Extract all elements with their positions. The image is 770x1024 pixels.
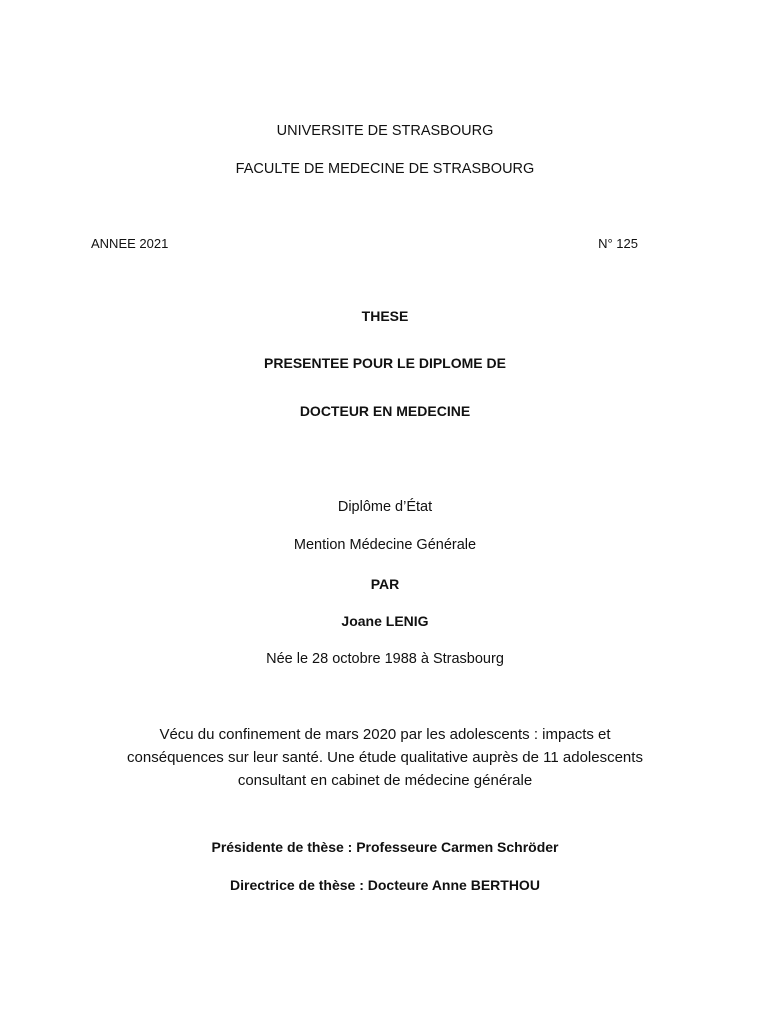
- thesis-title-line: conséquences sur leur santé. Une étude qualitative auprès de 11 adolescents: [127, 749, 643, 766]
- by-label: PAR: [370, 576, 400, 592]
- mention-label: Mention Médecine Générale: [293, 537, 477, 553]
- thesis-number: N° 125: [598, 236, 638, 251]
- presented-for-label: PRESENTEE POUR LE DIPLOME DE: [264, 355, 506, 371]
- university-name: UNIVERSITE DE STRASBOURG: [276, 123, 494, 139]
- thesis-title-line: consultant en cabinet de médecine générale: [237, 772, 533, 789]
- thesis-director: Directrice de thèse : Docteure Anne BERTHOU: [230, 877, 540, 893]
- author-birth: Née le 28 octobre 1988 à Strasbourg: [266, 651, 504, 667]
- faculty-name: FACULTE DE MEDECINE DE STRASBOURG: [235, 161, 535, 177]
- degree-label: DOCTEUR EN MEDECINE: [299, 403, 471, 419]
- thesis-heading: THESE: [361, 308, 409, 324]
- author-name: Joane LENIG: [341, 613, 429, 629]
- diploma-label: Diplôme d’État: [337, 499, 433, 515]
- thesis-title-line: Vécu du confinement de mars 2020 par les adolescents : impacts et: [159, 726, 611, 743]
- year-label: ANNEE 2021: [91, 236, 169, 251]
- thesis-president: Présidente de thèse : Professeure Carmen Schröder: [211, 839, 559, 855]
- thesis-title: [95, 723, 675, 792]
